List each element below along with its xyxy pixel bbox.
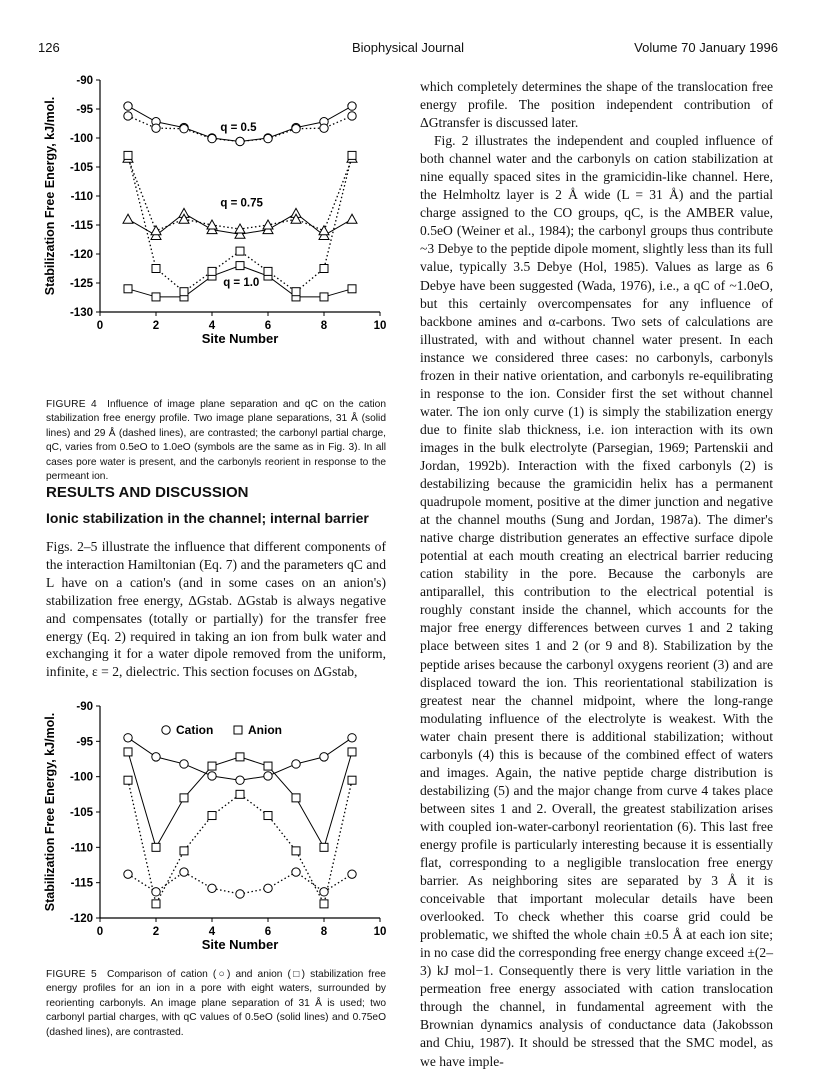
- data-point-circle: [180, 760, 188, 768]
- y-tick-label: -95: [76, 736, 93, 749]
- volume-info: Volume 70 January 1996: [634, 40, 778, 55]
- x-tick-label: 8: [320, 320, 328, 332]
- figure-5: [40, 698, 390, 960]
- data-point-circle: [124, 734, 132, 742]
- y-tick-label: -90: [76, 75, 93, 87]
- running-header: [38, 40, 778, 60]
- data-point-circle: [236, 137, 244, 145]
- data-point-square: [124, 748, 132, 756]
- y-tick-label: -125: [69, 278, 93, 290]
- data-point-circle: [348, 870, 356, 878]
- data-point-circle: [264, 772, 272, 780]
- data-point-circle: [292, 868, 300, 876]
- y-tick-label: -130: [69, 307, 93, 319]
- data-point-square: [292, 794, 300, 802]
- series-line-3: [128, 752, 352, 847]
- data-point-square: [208, 267, 216, 275]
- data-point-circle: [264, 884, 272, 892]
- figure-5-caption-text: Comparison of cation (○) and anion (□) stabilization free energy profiles for an ion in a pore with eight waters, surrounded by reorienting carbonyls. An image plane separation of 31 Å is used; two carbonyl partial charges, with qC values of 0.5eO (solid lines) and 0.75eO (dashed lines), are contrasted.: [46, 969, 386, 1038]
- data-point-circle: [124, 870, 132, 878]
- left-column-text: [46, 538, 386, 681]
- data-point-square: [124, 151, 132, 159]
- y-tick-label: -115: [70, 220, 93, 232]
- data-point-square: [348, 776, 356, 784]
- data-point-triangle: [151, 226, 161, 235]
- data-point-circle: [124, 112, 132, 120]
- data-point-square: [208, 762, 216, 770]
- x-tick-label: 8: [320, 926, 328, 938]
- data-point-square: [264, 812, 272, 820]
- data-point-square: [292, 288, 300, 296]
- data-point-triangle: [123, 214, 133, 223]
- data-point-circle: [292, 760, 300, 768]
- y-tick-label: -105: [69, 162, 93, 174]
- y-tick-label: -105: [69, 807, 93, 819]
- y-axis-label: Stabilization Free Energy, kJ/mol.: [43, 712, 57, 912]
- data-point-circle: [348, 112, 356, 120]
- data-point-square: [236, 790, 244, 798]
- data-point-circle: [320, 124, 328, 132]
- x-tick-label: 4: [208, 320, 216, 332]
- data-point-triangle: [347, 214, 357, 223]
- data-point-circle: [320, 753, 328, 761]
- figure-4-caption-label: FIGURE 4: [46, 399, 97, 410]
- y-tick-label: -115: [70, 877, 93, 890]
- data-point-circle: [152, 753, 160, 761]
- legend-marker-circle: [162, 726, 170, 734]
- data-point-square: [236, 247, 244, 255]
- data-point-circle: [208, 772, 216, 780]
- y-tick-label: -90: [76, 701, 93, 713]
- data-point-circle: [348, 734, 356, 742]
- right-paragraph-1: which completely determines the shape of the translocation free energy profile. The position independent contribution of ΔGtransfer is discussed later.: [420, 79, 773, 131]
- x-tick-label: 10: [373, 320, 387, 332]
- data-point-circle: [320, 888, 328, 896]
- legend-label: Anion: [248, 723, 282, 737]
- x-tick-label: 2: [152, 926, 160, 938]
- y-axis-label: Stabilization Free Energy, kJ/mol.: [43, 96, 57, 296]
- journal-name: Biophysical Journal: [351, 40, 464, 55]
- x-axis-label: Site Number: [201, 937, 279, 952]
- data-point-circle: [236, 890, 244, 898]
- data-point-square: [152, 900, 160, 908]
- right-column-text: [420, 78, 773, 1071]
- data-point-square: [264, 762, 272, 770]
- figure-4-chart: [40, 66, 390, 386]
- data-point-square: [180, 288, 188, 296]
- figure-4: [40, 66, 390, 386]
- figure-4-caption: [46, 398, 386, 484]
- x-tick-label: 6: [264, 926, 272, 938]
- data-point-square: [348, 285, 356, 293]
- data-point-square: [152, 843, 160, 851]
- data-point-square: [320, 265, 328, 273]
- data-point-square: [264, 267, 272, 275]
- y-tick-label: -100: [69, 771, 93, 784]
- data-point-circle: [208, 884, 216, 892]
- data-point-square: [348, 151, 356, 159]
- data-point-circle: [236, 776, 244, 784]
- data-point-square: [292, 847, 300, 855]
- section-title: RESULTS AND DISCUSSION: [46, 484, 249, 501]
- data-point-square: [124, 285, 132, 293]
- figure-5-caption: [46, 968, 386, 1040]
- data-point-square: [320, 293, 328, 301]
- y-tick-label: -110: [70, 191, 93, 203]
- x-tick-label: 0: [96, 320, 104, 332]
- y-tick-label: -100: [69, 133, 93, 145]
- series-line-4: [128, 158, 352, 231]
- y-tick-label: -120: [69, 913, 93, 925]
- figure-4-caption-text: Influence of image plane separation and qC on the cation stabilization free energy profile. Two image plane separations, 31 Å (solid lines) and 29 Å (dashed lines), are contrasted; the carbonyl partial charge, qC, varies from 0.5eO to 1.0eO (symbols are the same as in Fig. 3). In all cases pore water is present, and the carbonyls reorient in response to the permeant ion.: [46, 399, 386, 483]
- data-point-square: [152, 265, 160, 273]
- data-point-circle: [124, 102, 132, 110]
- data-point-circle: [152, 888, 160, 896]
- x-tick-label: 0: [96, 926, 104, 938]
- data-point-square: [180, 847, 188, 855]
- data-point-circle: [292, 125, 300, 133]
- data-point-square: [348, 748, 356, 756]
- x-tick-label: 10: [373, 926, 387, 938]
- y-tick-label: -120: [69, 249, 93, 261]
- legend-label: Cation: [176, 723, 214, 737]
- left-paragraph: Figs. 2–5 illustrate the influence that different components of the interaction Hamiltonian (Eq. 7) and the parameters qC and L have on a cation's (and in some cases on an anion's) stabilization free energy, ΔGstab. ΔGstab is always negative and compensates (totally or partially) for the transfer free energy (Eq. 2) required in taking an ion from bulk water and exchanging it for a water dipole removed from the uniform, infinite, ε = 2, dielectric. This section focuses on ΔGstab,: [46, 539, 386, 680]
- annotation: q = 0.5: [220, 122, 257, 135]
- legend-marker-square: [234, 726, 242, 734]
- y-tick-label: -95: [76, 104, 93, 116]
- data-point-circle: [152, 124, 160, 132]
- annotation: q = 0.75: [220, 197, 263, 210]
- x-axis-label: Site Number: [201, 331, 279, 346]
- x-tick-label: 2: [152, 320, 160, 332]
- data-point-circle: [208, 134, 216, 142]
- x-tick-label: 4: [208, 926, 216, 938]
- data-point-square: [320, 900, 328, 908]
- y-tick-label: -110: [70, 842, 93, 855]
- figure-5-caption-label: FIGURE 5: [46, 969, 97, 980]
- data-point-circle: [180, 125, 188, 133]
- data-point-triangle: [319, 226, 329, 235]
- subsection-title: Ionic stabilization in the channel; internal barrier: [46, 510, 369, 526]
- data-point-square: [320, 843, 328, 851]
- data-point-square: [236, 262, 244, 270]
- data-point-circle: [180, 868, 188, 876]
- x-tick-label: 6: [264, 320, 272, 332]
- annotation: q = 1.0: [223, 276, 260, 289]
- figure-5-chart: [40, 698, 390, 960]
- data-point-square: [124, 776, 132, 784]
- data-point-circle: [264, 134, 272, 142]
- data-point-square: [236, 753, 244, 761]
- page-number: 126: [38, 40, 60, 55]
- data-point-square: [152, 293, 160, 301]
- data-point-square: [180, 794, 188, 802]
- right-paragraph-2: Fig. 2 illustrates the independent and coupled influence of both channel water and the carbonyls on cation stabilization at nine equally spaced sites in the gramicidin-like channel. Here, the Helmholtz layer is 2 Å wide (L = 31 Å) and the partial charge assigned to the CO groups, qC, is the AMBER value, 0.5eO (Weiner et al., 1984); the carbonyl groups thus contribute ~3 Debye to the peptide dipole moment, slightly less than its full value, typically 3.5 Debye (Hol, 1985). Values as large as 6 Debye have been suggested (Wada, 1976), i.e., a qC of ~1.0eO, but this certainly overcompensates for any influence of backbone amines and α-carbons. Two sets of calculations are illustrated, with and without channel water present. In each instance we considered three cases: no carbonyls, carbonyls frozen in their native orientation, and carbonyls re-equilibrating in response to the ion. Consider first the set without channel water. The ion only curve (1) is simply the stabilization energy due to finite slab thickness, i.e. ion interaction with its own images in the bulk electrolyte (Parsegian, 1969; Partenskii and Jordan, 1992b). Interaction with the fixed carbonyls (2) is destabilizing because the gramicidin helix has a permanent quadrupole moment, positive at the dimer junction and negative at the channel mouths (Sung and Jordan, 1987a). The dimer's native charge distribution generates an effective surface dipole potential at each mouth creating an electrical barrier reducing cation stability in the pore. Because the carbonyls are antiparallel, this contribution to the electrical potential is roughly constant inside the channel, which accounts for the major free energy differences between curves 1 and 2 taking place between sites 1 and 2 (or 9 and 8). Stabilization by the peptide arises because the carbonyl oxygens reorient (3) and are displaced toward the ion. This reorientational stabilization is greatest near the channel midpoint, where the long-range modulating influence of the electrolyte is weakest. With the water chain present there is additional stabilization; without carbonyls (4) this is because of the combined effect of waters and images. Again, the native peptide charge distribution is destabilizing (5) and the major change from curve 4 takes place between sites 1 and 2. Overall, the greatest stabilization arises with coupled ion-water-carbonyl reorientation (6). This last free energy profile is particularly interesting because it is essentially flat, corresponding to a negligible translocation free energy barrier. As neighboring sites are separated by 3 Å it is conceivable that important molecular details have been overlooked. To check whether this coarse grid could be problematic, we shifted the whole chain ±0.5 Å at each ion site; in no case did the corresponding free energy change exceed ±(2–3) kJ mol−1. Consequently there is very little variation in the permeation free energy associated with cation translocation through the channel, in fundamental agreement with the Brownian dynamics analysis of conductance data (Jakobsson and Chiu, 1987). It should be stressed that the SMC model, as we have imple-: [420, 133, 773, 1069]
- data-point-square: [208, 812, 216, 820]
- data-point-circle: [348, 102, 356, 110]
